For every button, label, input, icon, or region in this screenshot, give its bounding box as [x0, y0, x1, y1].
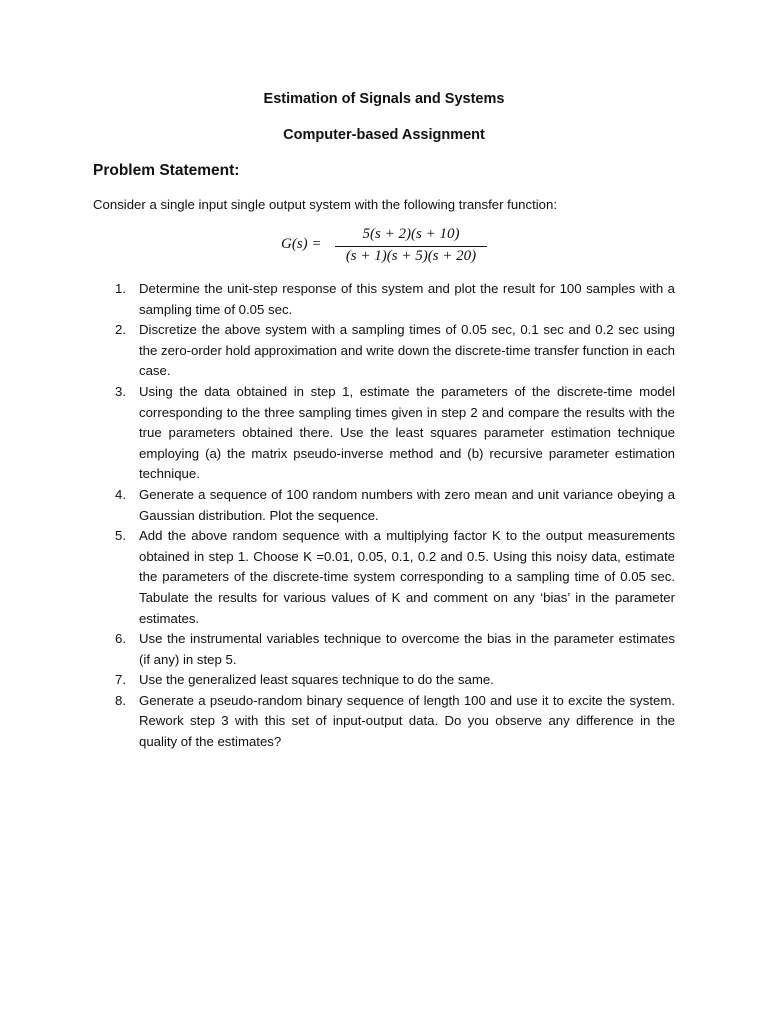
item-number: 2.	[115, 322, 126, 338]
item-number: 7.	[115, 672, 126, 688]
item-number: 4.	[115, 486, 126, 502]
problem-list	[115, 279, 675, 753]
transfer-function-equation	[281, 226, 501, 270]
item-text: Generate a sequence of 100 random numbers with zero mean and unit variance obeying a Gaussian distribution. Plot the sequence.	[139, 486, 675, 523]
item-text: Use the generalized least squares technique to do the same.	[139, 672, 494, 688]
item-text: Determine the unit-step response of this system and plot the result for 100 samples with a sampling time of 0.05 sec.	[139, 281, 675, 317]
item-text: Discretize the above system with a sampling times of 0.05 sec, 0.1 sec and 0.2 sec using the zero-order hold approximation and write down the discrete-time transfer function in each case.	[139, 322, 675, 379]
problem-item-2	[115, 320, 675, 382]
intro-text: Consider a single input single output system with the following transfer function:	[93, 197, 558, 212]
item-text: Use the instrumental variables technique to overcome the bias in the parameter estimates (if any) in step 5.	[139, 631, 675, 667]
problem-item-8	[115, 691, 675, 753]
problem-item-6	[115, 629, 675, 670]
problem-item-3	[115, 382, 675, 485]
problem-item-1	[115, 279, 675, 320]
equation-numerator: 5(s + 2)(s + 10)	[362, 226, 460, 242]
item-text: Using the data obtained in step 1, estimate the parameters of the discrete-time model corresponding to the three sampling times given in step 2 and compare the results with the true parameters obtained there. Use the least squares parameter estimation technique employing (a) the matrix pseudo-inverse method and (b) recursive parameter estimation technique.	[139, 383, 675, 482]
item-text: Add the above random sequence with a multiplying factor K to the output measurements obtained in step 1. Choose K =0.01, 0.05, 0.1, 0.2 and 0.5. Using this noisy data, estimate the parameters of the discrete-time system corresponding to a sampling time of 0.05 sec. Tabulate the results for various values of K and comment on any ‘bias’ in the parameter estimates.	[139, 528, 675, 626]
document-subtitle: Computer-based Assignment	[283, 127, 485, 143]
problem-item-7	[115, 670, 675, 691]
problem-statement-heading: Problem Statement:	[93, 162, 240, 179]
item-number: 1.	[115, 281, 126, 296]
fraction-bar	[335, 246, 487, 247]
equation-lhs: G(s) =	[281, 236, 322, 252]
document-title: Estimation of Signals and Systems	[263, 91, 505, 107]
item-text: Generate a pseudo-random binary sequence of length 100 and use it to excite the system. Rework step 3 with this set of input-output data. Do you observe any difference in the quality of the estimates?	[139, 692, 675, 750]
item-number: 6.	[115, 631, 126, 647]
problem-item-4	[115, 485, 675, 526]
item-number: 3.	[115, 383, 126, 399]
item-number: 5.	[115, 528, 126, 544]
equation-denominator: (s + 1)(s + 5)(s + 20)	[345, 248, 477, 264]
item-number: 8.	[115, 692, 126, 708]
problem-item-5	[115, 526, 675, 629]
